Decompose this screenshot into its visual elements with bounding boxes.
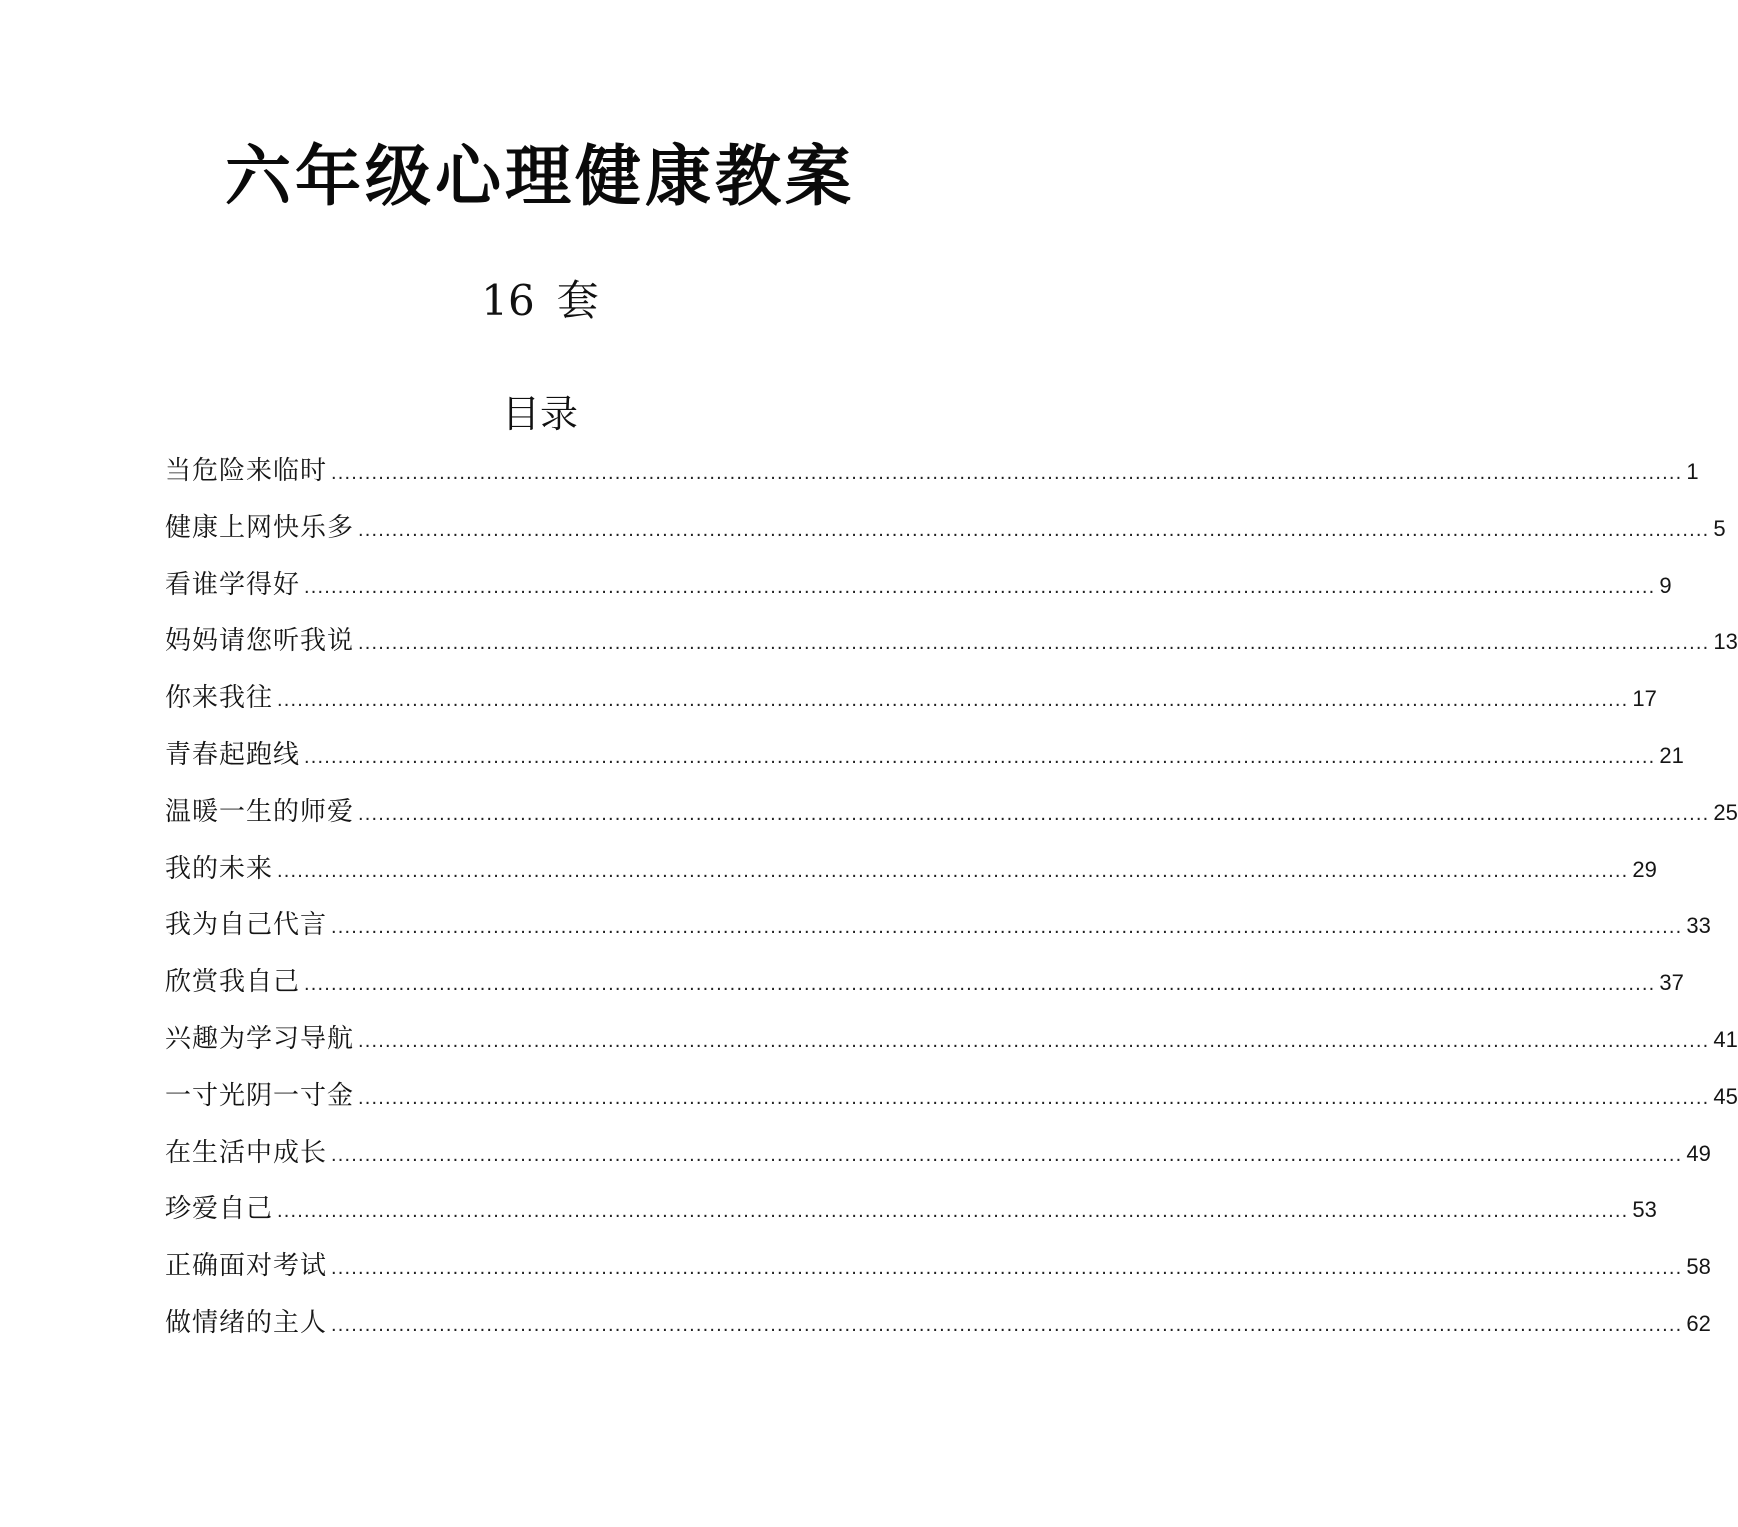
toc-item[interactable] [165,504,1726,561]
toc-item-title: 珍爱自己 [165,1194,274,1225]
toc-item[interactable] [165,731,1684,788]
toc-item-title: 正确面对考试 [165,1251,328,1282]
toc-item[interactable] [165,1015,1738,1072]
toc-item-page: 1 [1686,459,1699,484]
toc-item-page: 58 [1686,1254,1711,1280]
toc-dot-leader: ........................................................................................................................................................................................................ [304,575,1656,598]
toc-item-title: 在生活中成长 [165,1137,328,1168]
document-subtitle [0,272,1080,330]
toc-item-title: 你来我往 [165,683,274,714]
toc-item-page: 62 [1686,1310,1711,1336]
toc-item[interactable] [165,958,1684,1015]
toc-item[interactable] [165,845,1657,902]
toc-dot-leader: ........................................................................................................................................................................................................ [304,973,1656,996]
toc-item[interactable] [165,1072,1738,1129]
toc-item[interactable] [165,901,1711,958]
subtitle-number: 16 [481,276,535,325]
toc-dot-leader: ........................................................................................................................................................................................................ [331,1313,1683,1336]
toc-item-title: 健康上网快乐多 [165,512,355,543]
toc-item-page: 33 [1686,913,1711,939]
toc-item-title: 一寸光阴一寸金 [165,1080,355,1111]
toc-item[interactable] [165,561,1672,618]
toc-item-page: 45 [1713,1083,1738,1109]
toc-item-title: 妈妈请您听我说 [165,626,355,657]
toc-dot-leader: ........................................................................................................................................................................................................ [358,802,1710,825]
toc-item-title: 欣赏我自己 [165,967,301,998]
toc-item-page: 41 [1713,1026,1738,1052]
toc-item-page: 49 [1686,1140,1711,1166]
toc-dot-leader: ........................................................................................................................................................................................................ [331,1257,1683,1280]
toc-item-title: 青春起跑线 [165,739,301,770]
toc-item[interactable] [165,788,1738,845]
toc-item-page: 5 [1713,515,1726,541]
toc-item[interactable] [165,1129,1711,1186]
toc-item-page: 9 [1659,572,1672,598]
toc-item[interactable] [165,674,1657,731]
toc-item[interactable] [165,1242,1711,1299]
toc-item-page: 17 [1632,686,1657,712]
toc-dot-leader: ........................................................................................................................................................................................................ [331,916,1683,939]
toc-dot-leader: ........................................................................................................................................................................................................ [304,745,1656,768]
toc-dot-leader: ........................................................................................................................................................................................................ [358,1029,1710,1052]
toc-item-title: 我的未来 [165,853,274,884]
subtitle-unit: 套 [556,276,599,325]
toc-heading: 目录 [501,392,578,436]
toc-item[interactable] [165,447,1699,504]
toc-item[interactable] [165,617,1738,674]
toc-item-title: 当危险来临时 [165,456,328,486]
toc-dot-leader: ........................................................................................................................................................................................................ [277,1200,1629,1223]
toc-item-page: 37 [1659,970,1684,996]
toc-item[interactable] [165,1185,1657,1242]
table-of-contents [165,447,1738,1356]
toc-dot-leader: ........................................................................................................................................................................................................ [277,859,1629,882]
toc-dot-leader: ........................................................................................................................................................................................................ [331,1143,1683,1166]
toc-item-page: 29 [1632,856,1657,882]
toc-item-title: 温暖一生的师爱 [165,796,355,827]
toc-item-title: 兴趣为学习导航 [165,1023,355,1054]
toc-item-title: 看谁学得好 [165,569,301,600]
toc-item-title: 做情绪的主人 [165,1307,328,1338]
toc-dot-leader: ........................................................................................................................................................................................................ [277,689,1629,712]
toc-item-title: 我为自己代言 [165,910,328,941]
toc-item-page: 25 [1713,799,1738,825]
toc-item-page: 21 [1659,742,1684,768]
toc-dot-leader: ........................................................................................................................................................................................................ [358,632,1710,655]
toc-dot-leader: ........................................................................................................................................................................................................ [331,462,1683,484]
toc-item[interactable] [165,1299,1711,1356]
document-title: 六年级心理健康教案 [225,138,855,215]
toc-dot-leader: ........................................................................................................................................................................................................ [358,518,1710,541]
toc-item-page: 53 [1632,1197,1657,1223]
toc-item-page: 13 [1713,629,1738,655]
toc-dot-leader: ........................................................................................................................................................................................................ [358,1086,1710,1109]
